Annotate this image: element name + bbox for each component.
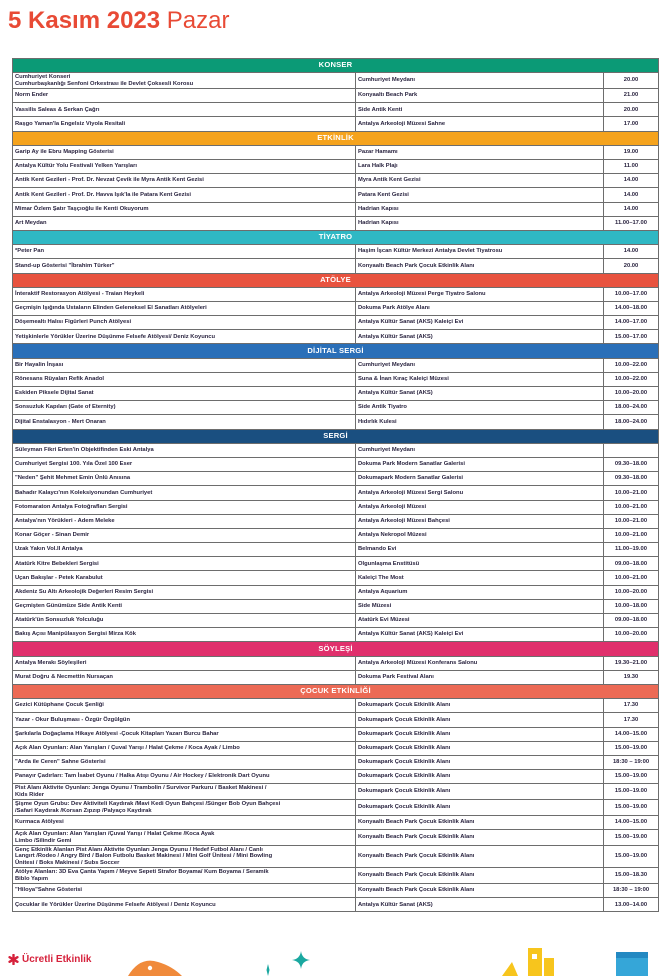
event-row bbox=[13, 800, 659, 816]
event-name-cell bbox=[13, 415, 356, 429]
event-name-cell bbox=[13, 103, 356, 117]
event-venue: Olgunlaşma Enstitüsü bbox=[356, 557, 604, 571]
event-name-cell bbox=[13, 372, 356, 386]
event-venue: Dokumapark Çocuk Etkinlik Alanı bbox=[356, 699, 604, 713]
event-name: Atatürk Kitre Bebekleri Sergisi bbox=[15, 560, 99, 567]
event-time: 14.00 bbox=[604, 245, 659, 259]
event-row bbox=[13, 670, 659, 684]
event-venue: Atatürk Evi Müzesi bbox=[356, 614, 604, 628]
event-row bbox=[13, 259, 659, 273]
section-title: TİYATRO bbox=[13, 230, 659, 244]
event-name-cell bbox=[13, 585, 356, 599]
section-title: KONSER bbox=[13, 59, 659, 73]
event-time: 15.00–19.00 bbox=[604, 830, 659, 846]
event-name: Açık Alan Oyunları: Alan Yarışları / Çuval Yarışı / Halat Çekme / Koca Ayak / Limbo bbox=[15, 744, 240, 751]
event-name-cell bbox=[13, 330, 356, 344]
event-venue: Cumhuriyet Meydanı bbox=[356, 358, 604, 372]
event-venue: Antalya Arkeoloji Müzesi Konferans Salonu bbox=[356, 656, 604, 670]
event-row bbox=[13, 614, 659, 628]
event-venue: Antalya Kültür Sanat (AKS) Kaleiçi Evi bbox=[356, 628, 604, 642]
event-row bbox=[13, 656, 659, 670]
event-row bbox=[13, 443, 659, 457]
section-header-row bbox=[13, 59, 659, 73]
event-venue: Cumhuriyet Meydanı bbox=[356, 443, 604, 457]
event-name-cell bbox=[13, 387, 356, 401]
event-venue: Side Antik Tiyatro bbox=[356, 401, 604, 415]
event-time: 18:30 – 19:00 bbox=[604, 884, 659, 898]
event-time: 10.00–20.00 bbox=[604, 585, 659, 599]
event-time: 14.00–15.00 bbox=[604, 727, 659, 741]
event-row bbox=[13, 372, 659, 386]
event-row bbox=[13, 500, 659, 514]
event-time: 10.00–21.00 bbox=[604, 486, 659, 500]
event-time: 10.00–21.00 bbox=[604, 571, 659, 585]
event-time: 14.00 bbox=[604, 174, 659, 188]
event-time: 19.30–21.00 bbox=[604, 656, 659, 670]
event-name-cell bbox=[13, 316, 356, 330]
event-name-cell bbox=[13, 89, 356, 103]
event-row bbox=[13, 816, 659, 830]
event-name: Pist Alanı Aktivite Oyunları: Jenga Oyunu / Trambolin / Survivor Parkuru / Basket Makinesi / bbox=[15, 785, 267, 792]
event-name: Bahadır Kalaycı'nın Koleksiyonundan Cumhuriyet bbox=[15, 489, 153, 496]
event-row bbox=[13, 245, 659, 259]
page-title bbox=[8, 6, 229, 36]
event-name: Çocuklar ile Yörükler Üzerine Düşünme Felsefe Atölyesi / Deniz Koyuncu bbox=[15, 901, 216, 908]
event-venue: Lara Halk Plajı bbox=[356, 160, 604, 174]
event-time: 17.30 bbox=[604, 699, 659, 713]
event-name: Antik Kent Gezileri - Prof. Dr. Nevzat Çevik ile Myra Antik Kent Gezisi bbox=[15, 177, 204, 184]
event-row bbox=[13, 713, 659, 727]
event-name-cell bbox=[13, 868, 356, 884]
event-venue: Dokumapark Çocuk Etkinlik Alanı bbox=[356, 741, 604, 755]
event-name: Cumhurbaşkanlığı Senfoni Orkestrası ile Devlet Çoksesli Korosu bbox=[15, 80, 194, 87]
event-name: Yetişkinlerle Yörükler Üzerine Düşünme Felsefe Atölyesi/ Deniz Koyuncu bbox=[15, 333, 216, 340]
event-name: Norm Ender bbox=[15, 92, 49, 99]
event-row bbox=[13, 117, 659, 131]
event-venue: Dokumapark Modern Sanatlar Galerisi bbox=[356, 472, 604, 486]
event-row bbox=[13, 599, 659, 613]
event-name-cell bbox=[13, 656, 356, 670]
event-venue: Hadrian Kapısı bbox=[356, 216, 604, 230]
event-row bbox=[13, 830, 659, 846]
event-name-cell bbox=[13, 500, 356, 514]
event-name: Fotomaraton Antalya Fotoğrafları Sergisi bbox=[15, 503, 128, 510]
event-venue: Dokumapark Çocuk Etkinlik Alanı bbox=[356, 800, 604, 816]
section-header-row bbox=[13, 429, 659, 443]
event-name-cell bbox=[13, 514, 356, 528]
section-header-row bbox=[13, 131, 659, 145]
event-time: 15.00–18.30 bbox=[604, 868, 659, 884]
event-name: Antalya'nın Yörükleri - Adem Meleke bbox=[15, 517, 115, 524]
event-time: 10.00–17.00 bbox=[604, 287, 659, 301]
event-time: 14.00–18.00 bbox=[604, 301, 659, 315]
event-row bbox=[13, 89, 659, 103]
event-name: Atölye Alanları: 3D Eva Çanta Yapım / Meyve Sepeti Strafor Boyama/ Kum Boyama / Seramik bbox=[15, 869, 269, 875]
event-name-cell bbox=[13, 599, 356, 613]
event-venue: Konyaaltı Beach Park Çocuk Etkinlik Alanı bbox=[356, 884, 604, 898]
event-venue: Hıdırlık Kulesi bbox=[356, 415, 604, 429]
event-name: Cumhuriyet Sergisi 100. Yıla Özel 100 Eser bbox=[15, 461, 133, 468]
event-name-cell bbox=[13, 117, 356, 131]
event-time: 17.30 bbox=[604, 713, 659, 727]
event-name-cell bbox=[13, 528, 356, 542]
event-time: 10.00–21.00 bbox=[604, 500, 659, 514]
event-name: Eskiden Piksele Dijital Sanat bbox=[15, 390, 94, 397]
event-venue: Cumhuriyet Meydanı bbox=[356, 73, 604, 89]
paid-event-label: Ücretli Etkinlik bbox=[22, 954, 92, 965]
event-name-cell bbox=[13, 699, 356, 713]
event-name: Limbo /Silindir Gemi bbox=[15, 837, 72, 844]
day-title: Pazar bbox=[166, 7, 230, 34]
event-venue: Antalya Aquarium bbox=[356, 585, 604, 599]
event-time: 13.00–14.00 bbox=[604, 898, 659, 912]
event-row bbox=[13, 174, 659, 188]
event-venue: Side Antik Kenti bbox=[356, 103, 604, 117]
event-time: 18:30 – 19:00 bbox=[604, 755, 659, 769]
event-name-cell bbox=[13, 443, 356, 457]
event-name-cell bbox=[13, 713, 356, 727]
event-name: Antalya Merakı Söyleşileri bbox=[15, 659, 87, 666]
event-name: Uçan Bakışlar - Petek Karabulut bbox=[15, 574, 103, 581]
event-time: 17.00 bbox=[604, 117, 659, 131]
event-row bbox=[13, 472, 659, 486]
event-row bbox=[13, 755, 659, 769]
section-title: ATÖLYE bbox=[13, 273, 659, 287]
event-row bbox=[13, 415, 659, 429]
section-header-row bbox=[13, 684, 659, 698]
event-venue: Konyaaltı Beach Park Çocuk Etkinlik Alanı bbox=[356, 259, 604, 273]
event-venue: Antalya Arkeoloji Müzesi Bahçesi bbox=[356, 514, 604, 528]
event-name-cell bbox=[13, 670, 356, 684]
event-name-cell bbox=[13, 160, 356, 174]
event-time: 11.00–19.00 bbox=[604, 543, 659, 557]
date-title: 5 Kasım 2023 bbox=[8, 7, 161, 34]
event-time: 09.00–18.00 bbox=[604, 557, 659, 571]
event-name-cell bbox=[13, 287, 356, 301]
event-name-cell bbox=[13, 358, 356, 372]
event-time: 18.00–24.00 bbox=[604, 401, 659, 415]
section-title: SÖYLEŞİ bbox=[13, 642, 659, 656]
event-row bbox=[13, 514, 659, 528]
event-name: Uzak Yakın Vol.II Antalya bbox=[15, 546, 83, 553]
event-venue: Antalya Arkeoloji Müzesi Sahne bbox=[356, 117, 604, 131]
event-name-cell bbox=[13, 216, 356, 230]
event-row bbox=[13, 571, 659, 585]
event-row bbox=[13, 898, 659, 912]
event-time: 10.00–22.00 bbox=[604, 372, 659, 386]
section-title: DİJİTAL SERGİ bbox=[13, 344, 659, 358]
event-time: 15.00–17.00 bbox=[604, 330, 659, 344]
event-row bbox=[13, 741, 659, 755]
event-name: Biblo Yapım bbox=[15, 875, 49, 882]
event-row bbox=[13, 585, 659, 599]
event-row bbox=[13, 868, 659, 884]
event-venue: Antalya Arkeoloji Müzesi Sergi Salonu bbox=[356, 486, 604, 500]
event-venue: Dokumapark Çocuk Etkinlik Alanı bbox=[356, 755, 604, 769]
paid-event-legend bbox=[8, 954, 91, 965]
event-venue: Dokumapark Çocuk Etkinlik Alanı bbox=[356, 770, 604, 784]
section-title: SERGİ bbox=[13, 429, 659, 443]
event-venue: Dokuma Park Atölye Alanı bbox=[356, 301, 604, 315]
event-row bbox=[13, 557, 659, 571]
event-name-cell bbox=[13, 846, 356, 868]
event-row bbox=[13, 316, 659, 330]
event-name-cell bbox=[13, 202, 356, 216]
event-venue: Antalya Kültür Sanat (AKS) Kaleiçi Evi bbox=[356, 316, 604, 330]
event-time: 15.00–19.00 bbox=[604, 741, 659, 755]
event-name: Rașgo Yaman'la Engelsiz Viyola Resitali bbox=[15, 120, 126, 127]
event-venue: Antalya Arkeoloji Müzesi bbox=[356, 500, 604, 514]
event-name-cell bbox=[13, 898, 356, 912]
event-name: Süleyman Fikri Erten'in Objektifinden Eski Antalya bbox=[15, 447, 154, 454]
event-name-cell bbox=[13, 188, 356, 202]
event-venue: Patara Kent Gezisi bbox=[356, 188, 604, 202]
event-name-cell bbox=[13, 259, 356, 273]
event-row bbox=[13, 727, 659, 741]
section-title: ETKİNLİK bbox=[13, 131, 659, 145]
event-time: 14.00–17.00 bbox=[604, 316, 659, 330]
event-row bbox=[13, 770, 659, 784]
event-name-cell bbox=[13, 614, 356, 628]
event-row bbox=[13, 358, 659, 372]
decorative-shape-icon bbox=[120, 956, 190, 976]
event-name: Gezici Kütüphane Çocuk Şenliği bbox=[15, 702, 104, 709]
event-name-cell bbox=[13, 557, 356, 571]
event-row bbox=[13, 884, 659, 898]
event-row bbox=[13, 846, 659, 868]
event-name: Yazar - Okur Buluşması - Özgür Özgülgün bbox=[15, 716, 130, 723]
section-header-row bbox=[13, 273, 659, 287]
section-header-row bbox=[13, 642, 659, 656]
event-name-cell bbox=[13, 830, 356, 846]
event-time: 19.00 bbox=[604, 145, 659, 159]
event-name-cell bbox=[13, 486, 356, 500]
section-header-row bbox=[13, 344, 659, 358]
event-time: 15.00–19.00 bbox=[604, 800, 659, 816]
event-venue: Suna & İnan Kıraç Kaleiçi Müzesi bbox=[356, 372, 604, 386]
event-name: /Safari Kaydırak /Korsan Zıpzıp /Palyaço Kaydırak bbox=[15, 807, 152, 814]
event-name-cell bbox=[13, 628, 356, 642]
event-venue: Konyaaltı Beach Park Çocuk Etkinlik Alanı bbox=[356, 868, 604, 884]
event-name: Akdeniz Su Altı Arkeolojik Değerleri Resim Sergisi bbox=[15, 588, 154, 595]
event-name: Art Meydan bbox=[15, 220, 47, 227]
event-venue: Dokuma Park Modern Sanatlar Galerisi bbox=[356, 457, 604, 471]
event-name: Vassilis Saleas & Serkan Çağrı bbox=[15, 106, 100, 113]
event-time: 18.00–24.00 bbox=[604, 415, 659, 429]
event-row bbox=[13, 401, 659, 415]
event-venue: Pazar Hamamı bbox=[356, 145, 604, 159]
event-time: 10.00–22.00 bbox=[604, 358, 659, 372]
event-name: Langırt /Rodeo / Angry Bird / Balon Futbolu Basket Makinesi / Mini Golf Ünitesi / Mini Bowling bbox=[15, 853, 273, 860]
event-row bbox=[13, 628, 659, 642]
event-row bbox=[13, 145, 659, 159]
event-name: Bakış Açısı Manipülasyon Sergisi Mirza Kök bbox=[15, 631, 136, 638]
event-row bbox=[13, 330, 659, 344]
program-table bbox=[12, 58, 659, 912]
event-name: Antik Kent Gezileri - Prof. Dr. Havva Işık'la ile Patara Kent Gezisi bbox=[15, 191, 191, 198]
event-name: Geçmişten Günümüze Side Antik Kenti bbox=[15, 603, 123, 610]
event-time: 11.00 bbox=[604, 160, 659, 174]
event-name: Geçmişin Işığında Ustaların Elinden Geleneksel El Sanatları Atölyeleri bbox=[15, 305, 207, 312]
event-name: Dijital Enstalasyon - Mert Onaran bbox=[15, 418, 106, 425]
event-name-cell bbox=[13, 800, 356, 816]
event-venue: Kaleiçi The Most bbox=[356, 571, 604, 585]
event-name: "Hiloya"Sahne Gösterisi bbox=[15, 887, 83, 894]
event-row bbox=[13, 160, 659, 174]
event-name: "Neden" Şehit Mehmet Emin Ünlü Anısına bbox=[15, 475, 131, 482]
event-name: Kids Rider bbox=[15, 791, 44, 798]
asterisk-icon bbox=[8, 954, 19, 965]
event-row bbox=[13, 188, 659, 202]
event-name-cell bbox=[13, 301, 356, 315]
event-time: 21.00 bbox=[604, 89, 659, 103]
event-time: 11.00–17.00 bbox=[604, 216, 659, 230]
event-name: Bir Hayalin İnşası bbox=[15, 361, 64, 368]
event-venue: Antalya Kültür Sanat (AKS) bbox=[356, 387, 604, 401]
event-name-cell bbox=[13, 770, 356, 784]
event-time: 09.00–18.00 bbox=[604, 614, 659, 628]
event-time: 10.00–21.00 bbox=[604, 528, 659, 542]
event-name-cell bbox=[13, 727, 356, 741]
event-venue: Konyaaltı Beach Park Çocuk Etkinlik Alanı bbox=[356, 830, 604, 846]
event-row bbox=[13, 103, 659, 117]
event-row bbox=[13, 457, 659, 471]
event-name: Şarkılarla Doğaçlama Hikaye Atölyesi -Çocuk Kitapları Yazarı Burcu Bahar bbox=[15, 730, 219, 737]
decorative-sparkle-icon bbox=[258, 964, 278, 976]
event-time: 15.00–19.00 bbox=[604, 846, 659, 868]
event-venue: Haşim İşcan Kültür Merkezi Antalya Devlet Tiyatrosu bbox=[356, 245, 604, 259]
event-venue: Side Müzesi bbox=[356, 599, 604, 613]
event-row bbox=[13, 387, 659, 401]
event-time bbox=[604, 443, 659, 457]
event-time: 19.30 bbox=[604, 670, 659, 684]
event-row bbox=[13, 543, 659, 557]
event-time: 20.00 bbox=[604, 259, 659, 273]
event-name-cell bbox=[13, 543, 356, 557]
decorative-block-icon bbox=[612, 950, 652, 976]
event-name: Garip Ay ile Ebru Mapping Gösterisi bbox=[15, 149, 114, 156]
event-venue: Antalya Kültür Sanat (AKS) bbox=[356, 330, 604, 344]
event-name-cell bbox=[13, 755, 356, 769]
event-name: İnteraktif Restorasyon Atölyesi - Traian Heykeli bbox=[15, 290, 145, 297]
event-name-cell bbox=[13, 472, 356, 486]
event-name: *Peter Pan bbox=[15, 248, 44, 255]
event-name: Şişme Oyun Grubu: Dev Aktiviteli Kaydırak /Mavi Kedi Oyun Bahçesi /Sünger Bob Oyun Bahçesi bbox=[15, 800, 281, 807]
event-name: Atatürk'ün Sonsuzluk Yolculuğu bbox=[15, 617, 104, 624]
event-name-cell bbox=[13, 741, 356, 755]
event-name: Antalya Kültür Yolu Festivali Yelken Yarışları bbox=[15, 163, 138, 170]
event-time: 10.00–20.00 bbox=[604, 387, 659, 401]
decorative-building-icon bbox=[496, 944, 591, 976]
event-row bbox=[13, 528, 659, 542]
event-name: Sonsuzluk Kapıları (Gate of Eternity) bbox=[15, 404, 116, 411]
event-time: 14.00 bbox=[604, 188, 659, 202]
event-time: 09.30–18.00 bbox=[604, 457, 659, 471]
event-row bbox=[13, 202, 659, 216]
event-name-cell bbox=[13, 174, 356, 188]
event-name-cell bbox=[13, 784, 356, 800]
event-venue: Myra Antik Kent Gezisi bbox=[356, 174, 604, 188]
event-time: 09.30–18.00 bbox=[604, 472, 659, 486]
event-name-cell bbox=[13, 245, 356, 259]
event-time: 20.00 bbox=[604, 103, 659, 117]
event-venue: Konyaaltı Beach Park Çocuk Etkinlik Alanı bbox=[356, 846, 604, 868]
event-name: Mimar Özlem Şatır Taşçıoğlu ile Kenti Okuyorum bbox=[15, 205, 149, 212]
event-name-cell bbox=[13, 816, 356, 830]
event-time: 20.00 bbox=[604, 73, 659, 89]
event-venue: Dokuma Park Festival Alanı bbox=[356, 670, 604, 684]
event-venue: Dokumapark Çocuk Etkinlik Alanı bbox=[356, 784, 604, 800]
event-time: 10.00–21.00 bbox=[604, 514, 659, 528]
decorative-star-icon bbox=[292, 951, 310, 969]
event-row bbox=[13, 699, 659, 713]
event-venue: Konyaaltı Beach Park Çocuk Etkinlik Alanı bbox=[356, 816, 604, 830]
event-venue: Dokumapark Çocuk Etkinlik Alanı bbox=[356, 727, 604, 741]
event-venue: Konyaaltı Beach Park bbox=[356, 89, 604, 103]
event-row bbox=[13, 73, 659, 89]
section-title: ÇOCUK ETKİNLİĞİ bbox=[13, 684, 659, 698]
event-time: 15.00–19.00 bbox=[604, 784, 659, 800]
event-name-cell bbox=[13, 457, 356, 471]
event-row bbox=[13, 784, 659, 800]
event-venue: Antalya Kültür Sanat (AKS) bbox=[356, 898, 604, 912]
event-name: Ünitesi / Boks Makinesi / Subs Soccer bbox=[15, 860, 120, 866]
event-time: 10.00–18.00 bbox=[604, 599, 659, 613]
event-time: 14.00–15.00 bbox=[604, 816, 659, 830]
event-row bbox=[13, 486, 659, 500]
event-venue: Belmando Evi bbox=[356, 543, 604, 557]
event-venue: Antalya Nekropol Müzesi bbox=[356, 528, 604, 542]
event-venue: Dokumapark Çocuk Etkinlik Alanı bbox=[356, 713, 604, 727]
event-name-cell bbox=[13, 401, 356, 415]
event-venue: Antalya Arkeoloji Müzesi Perge Tiyatro Salonu bbox=[356, 287, 604, 301]
event-name: Genç Etkinlik Alanları Pist Alanı Aktivite Oyunları Jenga Oyunu / Hedef Futbol Alanı / Canlı bbox=[15, 846, 263, 853]
event-name-cell bbox=[13, 571, 356, 585]
event-name: Konar Göçer - Sinan Demir bbox=[15, 532, 90, 539]
event-time: 15.00–19.00 bbox=[604, 770, 659, 784]
event-name-cell bbox=[13, 884, 356, 898]
section-header-row bbox=[13, 230, 659, 244]
event-name: "Arda ile Ceren" Sahne Gösterisi bbox=[15, 759, 106, 766]
event-row bbox=[13, 216, 659, 230]
event-time: 14.00 bbox=[604, 202, 659, 216]
event-name: Cumhuriyet Konseri bbox=[15, 73, 71, 80]
event-name: Kurmaca Atölyesi bbox=[15, 819, 64, 826]
event-name: Rönesans Rüyaları Refik Anadol bbox=[15, 376, 105, 383]
event-row bbox=[13, 287, 659, 301]
event-name: Açık Alan Oyunları: Alan Yarışları /Çuval Yarışı / Halat Çekme /Koca Ayak bbox=[15, 831, 215, 838]
event-time: 10.00–20.00 bbox=[604, 628, 659, 642]
event-name-cell bbox=[13, 145, 356, 159]
event-name-cell bbox=[13, 73, 356, 89]
event-name: Döşemealtı Halısı Figürleri Punch Atölyesi bbox=[15, 319, 132, 326]
event-name: Panayır Çadırları: Tam İsabet Oyunu / Halka Atışı Oyunu / Air Hockey / Elektronik Dart Oyunu bbox=[15, 773, 270, 780]
event-name: Murat Doğru & Necmettin Nursaçan bbox=[15, 674, 113, 681]
event-name: Stand-up Gösterisi "İbrahim Türker" bbox=[15, 262, 115, 269]
event-row bbox=[13, 301, 659, 315]
event-venue: Hadrian Kapısı bbox=[356, 202, 604, 216]
